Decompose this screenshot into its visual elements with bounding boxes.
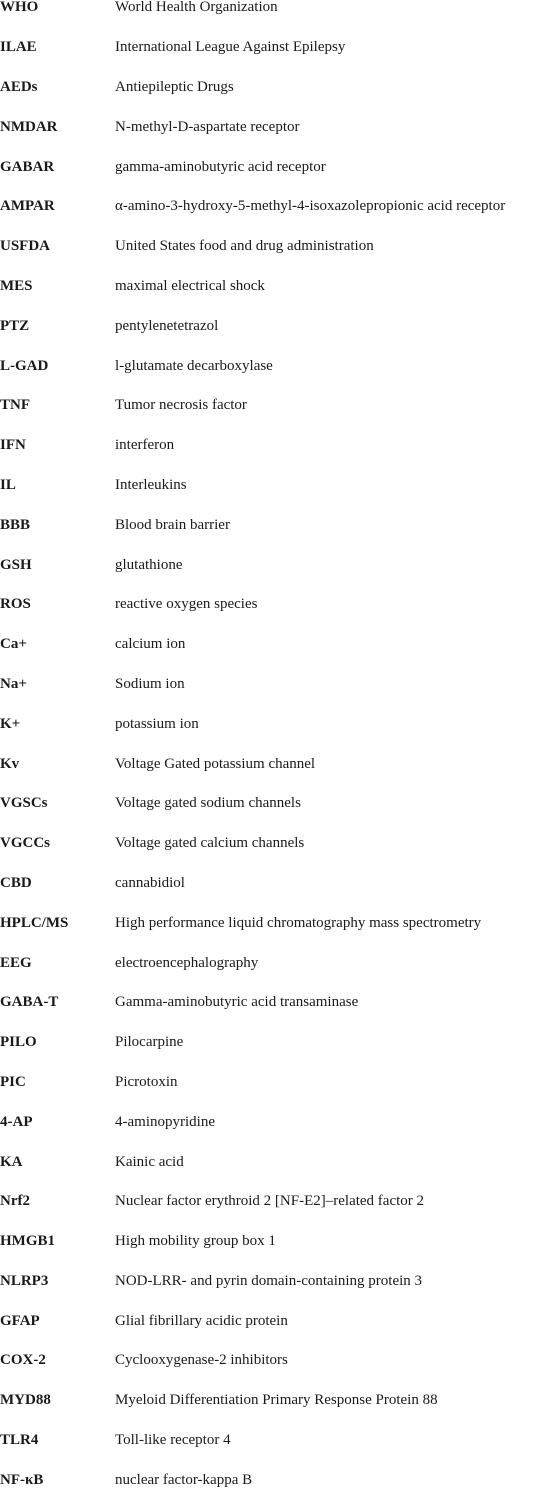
abbreviation-term: Na+ xyxy=(0,675,27,692)
abbreviation-row xyxy=(0,1381,558,1421)
abbreviation-definition: Pilocarpine xyxy=(115,1034,184,1051)
abbreviation-term: GABAR xyxy=(0,158,55,175)
abbreviation-term: IL xyxy=(0,476,16,493)
abbreviation-row xyxy=(0,1301,558,1341)
abbreviation-term: Ca+ xyxy=(0,636,27,653)
abbreviation-definition: reactive oxygen species xyxy=(115,596,258,613)
abbreviation-row xyxy=(0,107,558,147)
abbreviation-term: CBD xyxy=(0,874,32,891)
abbreviation-row xyxy=(0,784,558,824)
abbreviation-term: NF-κB xyxy=(0,1471,44,1488)
abbreviation-term: ILAE xyxy=(0,39,37,56)
abbreviation-term: TNF xyxy=(0,397,30,414)
abbreviation-row xyxy=(0,147,558,187)
abbreviation-term: PIC xyxy=(0,1073,26,1090)
abbreviation-term: BBB xyxy=(0,516,31,533)
abbreviation-term: USFDA xyxy=(0,238,51,255)
abbreviation-definition: Cyclooxygenase-2 inhibitors xyxy=(115,1352,288,1369)
abbreviation-definition: Nuclear factor erythroid 2 [NF-E2]–related factor 2 xyxy=(115,1193,425,1210)
abbreviation-row xyxy=(0,545,558,585)
abbreviation-row xyxy=(0,1102,558,1142)
abbreviation-row xyxy=(0,943,558,983)
abbreviation-row xyxy=(0,505,558,545)
abbreviation-row xyxy=(0,903,558,943)
abbreviation-definition: Gamma-aminobutyric acid transaminase xyxy=(115,994,359,1011)
abbreviation-definition: maximal electrical shock xyxy=(115,277,265,294)
abbreviation-definition: Blood brain barrier xyxy=(115,516,230,533)
abbreviation-row xyxy=(0,704,558,744)
abbreviation-term: AEDs xyxy=(0,78,38,95)
abbreviation-definition: Kainic acid xyxy=(115,1153,184,1170)
abbreviation-term: Nrf2 xyxy=(0,1193,30,1210)
abbreviation-row xyxy=(0,1182,558,1222)
abbreviation-term: NLRP3 xyxy=(0,1272,49,1289)
abbreviation-term: MYD88 xyxy=(0,1392,51,1409)
abbreviation-row xyxy=(0,625,558,665)
abbreviation-term: GABA-T xyxy=(0,994,59,1011)
abbreviation-term: IFN xyxy=(0,437,26,454)
abbreviation-row xyxy=(0,1460,558,1500)
abbreviation-definition: Voltage Gated potassium channel xyxy=(115,755,316,772)
abbreviation-term: 4-AP xyxy=(0,1113,33,1130)
abbreviation-term: PTZ xyxy=(0,317,30,334)
abbreviation-definition: N-methyl-D-aspartate receptor xyxy=(115,118,300,135)
abbreviation-definition: potassium ion xyxy=(115,715,199,732)
abbreviation-definition: NOD-LRR- and pyrin domain-containing protein 3 xyxy=(115,1272,423,1289)
abbreviation-row xyxy=(0,1142,558,1182)
abbreviation-definition: Myeloid Differentiation Primary Response Protein 88 xyxy=(115,1392,438,1409)
abbreviation-row xyxy=(0,1421,558,1461)
abbreviation-row xyxy=(0,585,558,625)
abbreviation-definition: α-amino-3-hydroxy-5-methyl-4-isoxazolepropionic acid receptor xyxy=(115,198,506,215)
abbreviation-definition: Sodium ion xyxy=(115,675,185,692)
abbreviation-term: KA xyxy=(0,1153,23,1170)
abbreviation-term: EEG xyxy=(0,954,32,971)
abbreviation-definition: nuclear factor-kappa B xyxy=(115,1471,253,1488)
abbreviation-term: HPLC/MS xyxy=(0,914,69,931)
abbreviation-definition: High performance liquid chromatography mass spectrometry xyxy=(115,914,482,931)
abbreviation-term: WHO xyxy=(0,0,39,16)
abbreviation-term: VGCCs xyxy=(0,835,51,852)
abbreviation-definition: Voltage gated calcium channels xyxy=(115,835,305,852)
abbreviation-row xyxy=(0,267,558,307)
abbreviation-definition: Tumor necrosis factor xyxy=(115,397,247,414)
abbreviation-definition: gamma-aminobutyric acid receptor xyxy=(115,158,326,175)
abbreviation-row xyxy=(0,1341,558,1381)
abbreviation-term: TLR4 xyxy=(0,1432,39,1449)
abbreviation-row xyxy=(0,1222,558,1262)
abbreviation-definition: Voltage gated sodium channels xyxy=(115,795,301,812)
abbreviation-row xyxy=(0,346,558,386)
abbreviation-definition: l-glutamate decarboxylase xyxy=(115,357,273,374)
abbreviation-row xyxy=(0,466,558,506)
abbreviation-definition: electroencephalography xyxy=(115,954,259,971)
abbreviation-definition: Antiepileptic Drugs xyxy=(115,78,234,95)
abbreviation-definition: International League Against Epilepsy xyxy=(115,39,346,56)
abbreviation-term: COX-2 xyxy=(0,1352,46,1369)
abbreviation-definition: United States food and drug administration xyxy=(115,238,374,255)
abbreviation-row xyxy=(0,306,558,346)
abbreviation-row xyxy=(0,28,558,68)
abbreviation-term: NMDAR xyxy=(0,118,58,135)
abbreviation-row xyxy=(0,1063,558,1103)
abbreviation-term: HMGB1 xyxy=(0,1233,55,1250)
abbreviation-row xyxy=(0,426,558,466)
abbreviation-row xyxy=(0,1023,558,1063)
abbreviation-row xyxy=(0,227,558,267)
abbreviation-definition: Picrotoxin xyxy=(115,1073,178,1090)
abbreviation-term: AMPAR xyxy=(0,198,55,215)
abbreviation-row xyxy=(0,665,558,705)
abbreviation-term: MES xyxy=(0,277,33,294)
abbreviation-term: VGSCs xyxy=(0,795,48,812)
abbreviation-definition: Glial fibrillary acidic protein xyxy=(115,1312,288,1329)
abbreviation-definition: High mobility group box 1 xyxy=(115,1233,276,1250)
abbreviation-row xyxy=(0,824,558,864)
abbreviation-definition: World Health Organization xyxy=(115,0,278,16)
abbreviation-row xyxy=(0,983,558,1023)
abbreviation-row xyxy=(0,386,558,426)
abbreviation-row xyxy=(0,68,558,108)
abbreviation-definition: glutathione xyxy=(115,556,183,573)
abbreviation-term: PILO xyxy=(0,1034,37,1051)
abbreviation-definition: 4-aminopyridine xyxy=(115,1113,215,1130)
abbreviation-row xyxy=(0,187,558,227)
abbreviation-term: GFAP xyxy=(0,1312,40,1329)
abbreviation-row xyxy=(0,1262,558,1302)
abbreviation-term: GSH xyxy=(0,556,32,573)
abbreviation-row xyxy=(0,0,558,28)
abbreviation-definition: calcium ion xyxy=(115,636,186,653)
abbreviation-row xyxy=(0,744,558,784)
abbreviation-term: L-GAD xyxy=(0,357,49,374)
abbreviation-term: ROS xyxy=(0,596,31,613)
abbreviation-row xyxy=(0,864,558,904)
abbreviation-definition: pentylenetetrazol xyxy=(115,317,219,334)
abbreviation-definition: Interleukins xyxy=(115,476,187,493)
abbreviation-definition: cannabidiol xyxy=(115,874,185,891)
abbreviation-term: K+ xyxy=(0,715,21,732)
abbreviation-definition: interferon xyxy=(115,437,175,454)
abbreviation-term: Kv xyxy=(0,755,20,772)
abbreviation-definition: Toll-like receptor 4 xyxy=(115,1432,231,1449)
